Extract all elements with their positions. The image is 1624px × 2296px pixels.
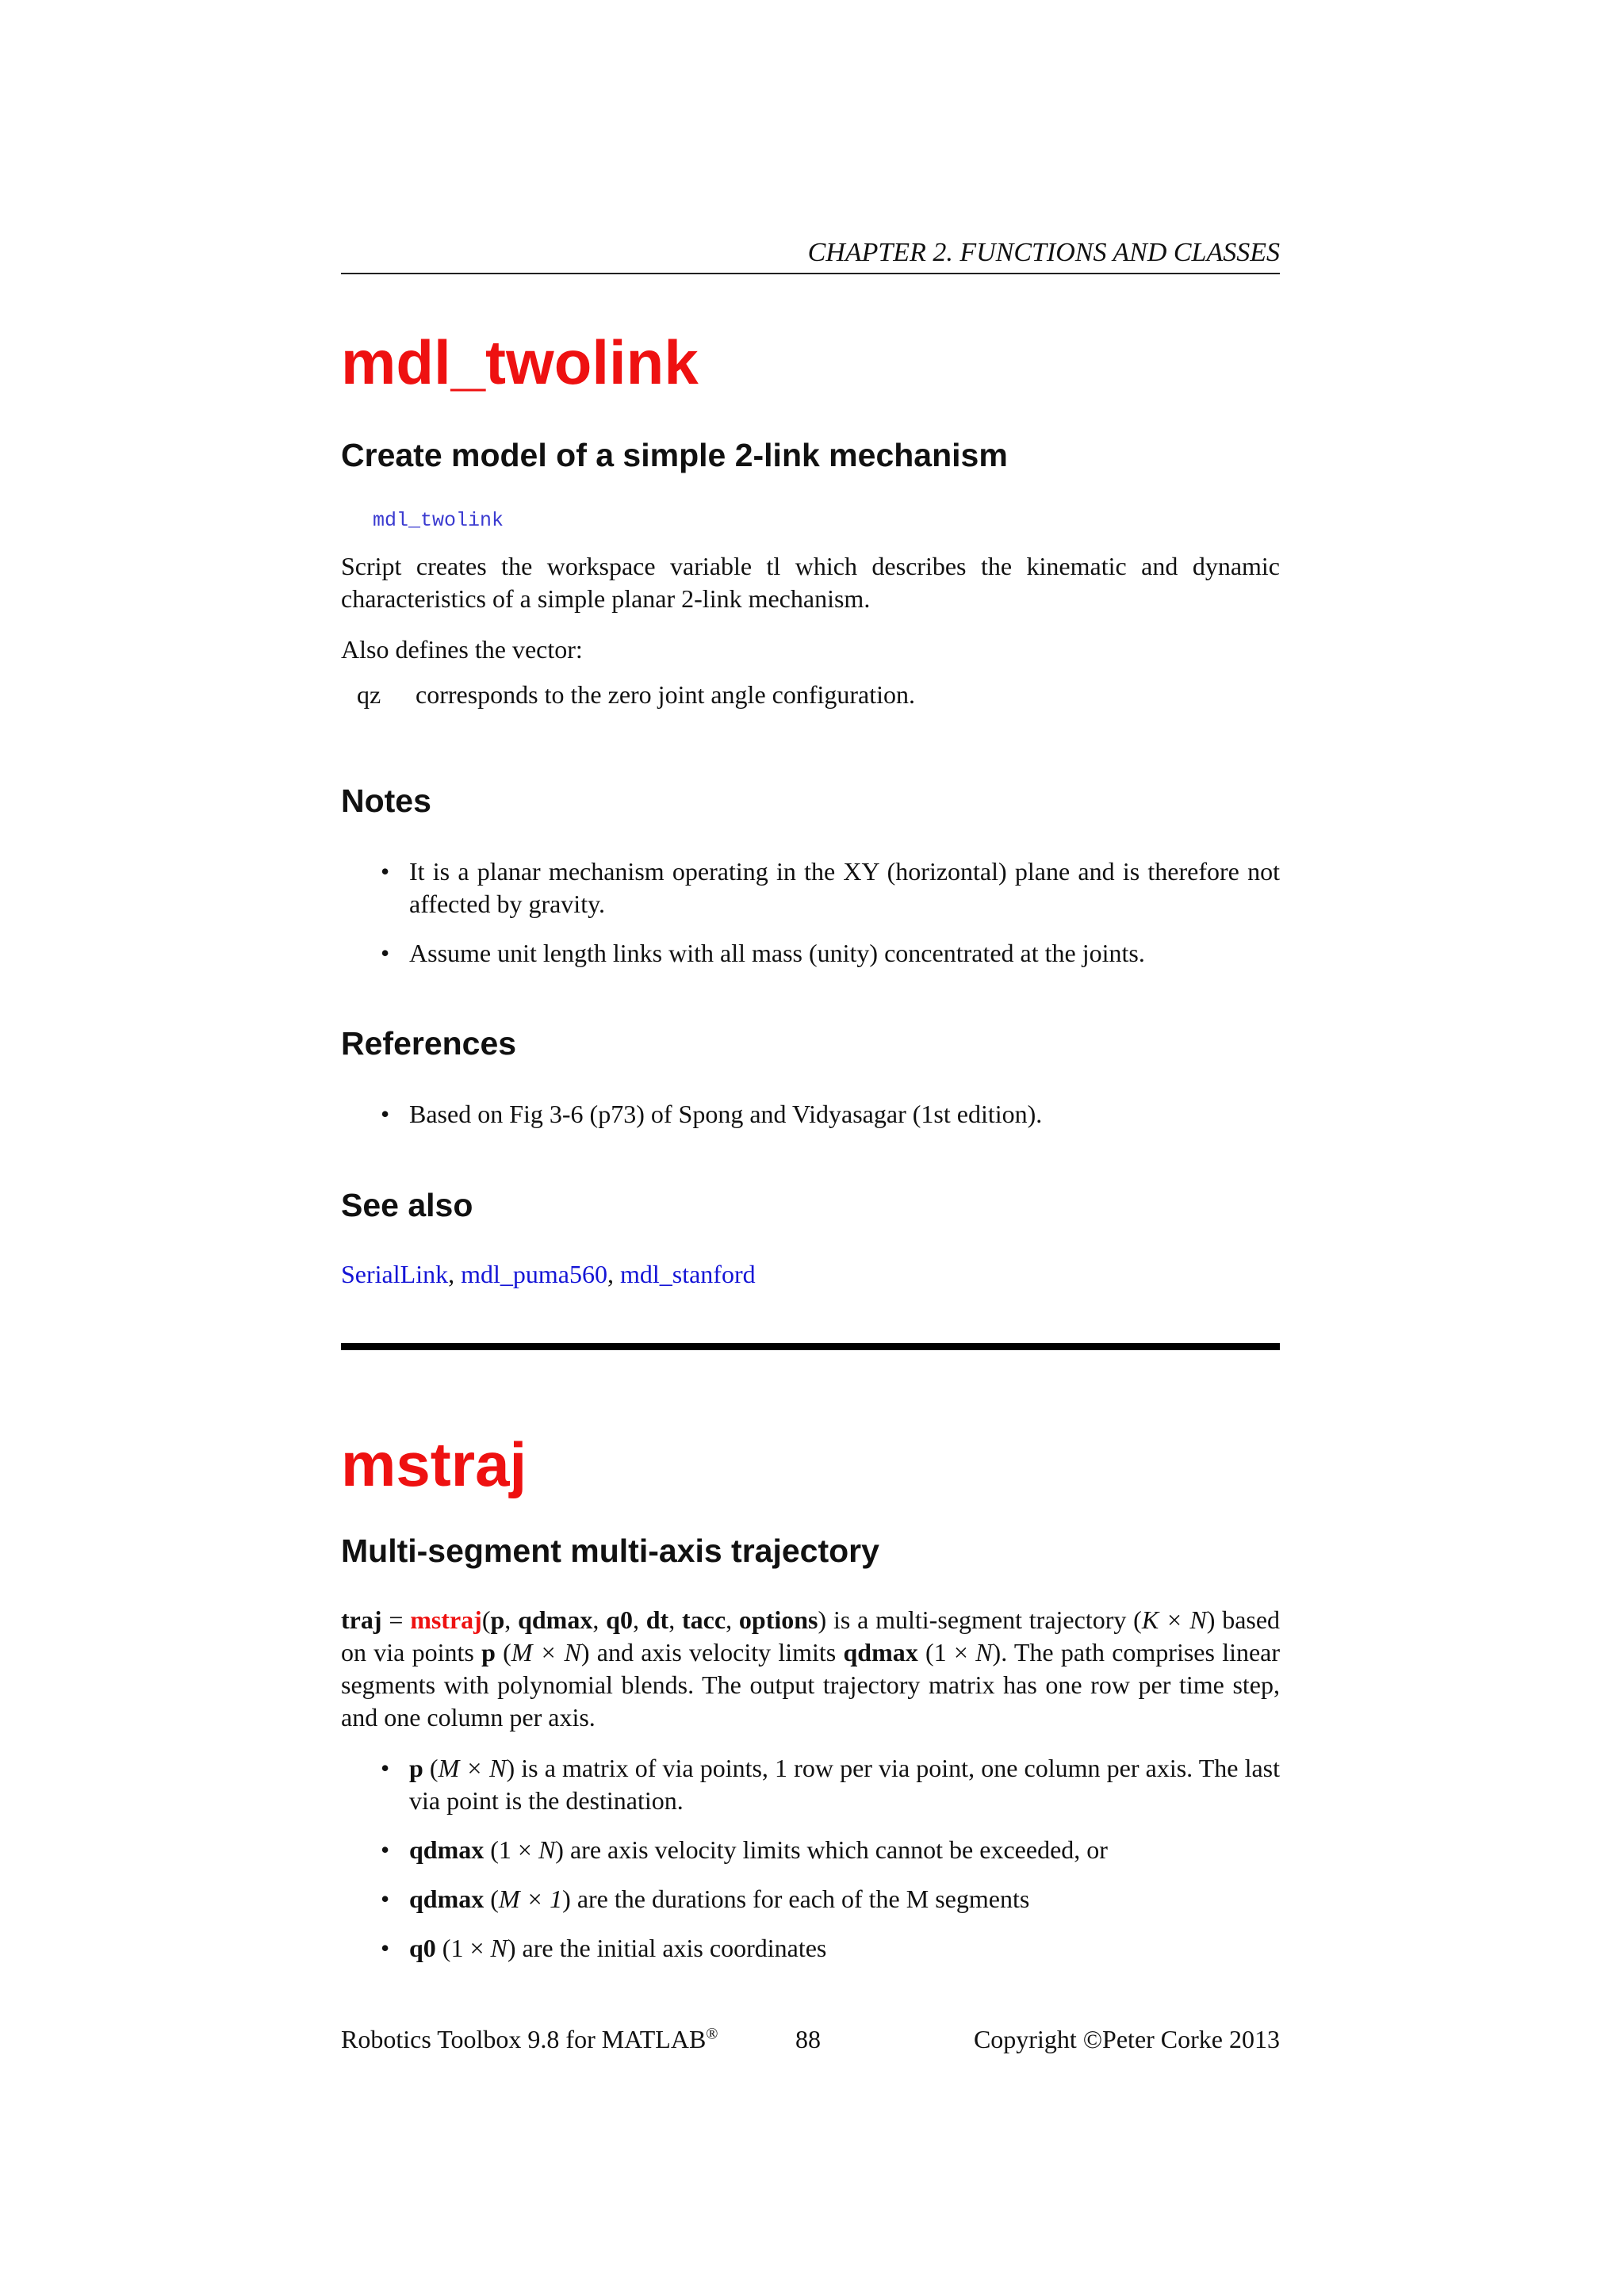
entry-title-mdl-twolink: mdl_twolink bbox=[341, 327, 699, 397]
sig-arg: tacc bbox=[682, 1605, 726, 1634]
list-item: • Assume unit length links with all mass (unity) concentrated at the joints. bbox=[341, 937, 1280, 970]
footer-right: Copyright ©Peter Corke 2013 bbox=[973, 2025, 1280, 2053]
section-divider bbox=[341, 1343, 1280, 1350]
parameter-list bbox=[341, 1752, 1280, 1981]
sig-function: mstraj bbox=[410, 1605, 482, 1634]
vector-desc: corresponds to the zero joint angle configuration. bbox=[416, 680, 916, 709]
vector-term: qz bbox=[357, 680, 381, 709]
sig-arg: dt bbox=[645, 1605, 669, 1634]
see-also-heading: See also bbox=[341, 1187, 473, 1223]
sig-arg: qdmax bbox=[518, 1605, 593, 1634]
list-item: • Based on Fig 3-6 (p73) of Spong and Vidyasagar (1st edition). bbox=[341, 1098, 1280, 1131]
list-item: • qdmax (M × 1) are the durations for each of the M segments bbox=[341, 1883, 1280, 1915]
description-paragraph: Script creates the workspace variable tl which describes the kinematic and dynamic characteristics of a simple planar 2-link mechanism. bbox=[341, 552, 1280, 613]
sig-arg: options bbox=[738, 1605, 818, 1634]
see-also-links: SerialLink, mdl_puma560, mdl_stanford bbox=[341, 1260, 756, 1288]
notes-list bbox=[341, 855, 1280, 986]
link-mdl-puma560[interactable]: mdl_puma560 bbox=[461, 1260, 607, 1288]
page-number: 88 bbox=[795, 2025, 821, 2053]
link-mdl-stanford[interactable]: mdl_stanford bbox=[619, 1260, 756, 1288]
notes-heading: Notes bbox=[341, 783, 431, 819]
signature-paragraph: traj = mstraj(p, qdmax, q0, dt, tacc, options) is a multi-segment trajectory (K × N) based on via points p (M × N) and axis velocity limits qdmax (1 × N). The path comprises linear segments with polynomial blends. The output trajectory matrix has one row per time step, and one column per axis. bbox=[341, 1605, 1281, 1732]
entry-title-mstraj: mstraj bbox=[341, 1429, 527, 1499]
entry-subtitle-mstraj: Multi-segment multi-axis trajectory bbox=[341, 1533, 879, 1569]
references-heading: References bbox=[341, 1025, 517, 1062]
sig-output: traj bbox=[341, 1605, 382, 1634]
list-item: • q0 (1 × N) are the initial axis coordinates bbox=[341, 1932, 1280, 1965]
vector-definition bbox=[357, 680, 915, 710]
list-item: • qdmax (1 × N) are axis velocity limits which cannot be exceeded, or bbox=[341, 1834, 1280, 1866]
references-list bbox=[341, 1098, 1280, 1147]
code-snippet: mdl_twolink bbox=[373, 509, 504, 532]
list-item: • p (M × N) is a matrix of via points, 1 row per via point, one column per axis. The last via point is the destination. bbox=[341, 1752, 1280, 1817]
also-defines-text: Also defines the vector: bbox=[341, 635, 583, 664]
footer-left: Robotics Toolbox 9.8 for MATLAB® bbox=[341, 2025, 718, 2053]
entry-subtitle-mdl-twolink: Create model of a simple 2-link mechanism bbox=[341, 437, 1008, 473]
list-item: • It is a planar mechanism operating in the XY (horizontal) plane and is therefore not affected by gravity. bbox=[341, 855, 1280, 920]
sig-arg: p bbox=[490, 1605, 505, 1634]
sig-arg: q0 bbox=[606, 1605, 633, 1634]
running-header: CHAPTER 2. FUNCTIONS AND CLASSES bbox=[341, 238, 1280, 274]
document-page bbox=[341, 0, 1280, 2296]
link-seriallink[interactable]: SerialLink bbox=[341, 1260, 449, 1288]
